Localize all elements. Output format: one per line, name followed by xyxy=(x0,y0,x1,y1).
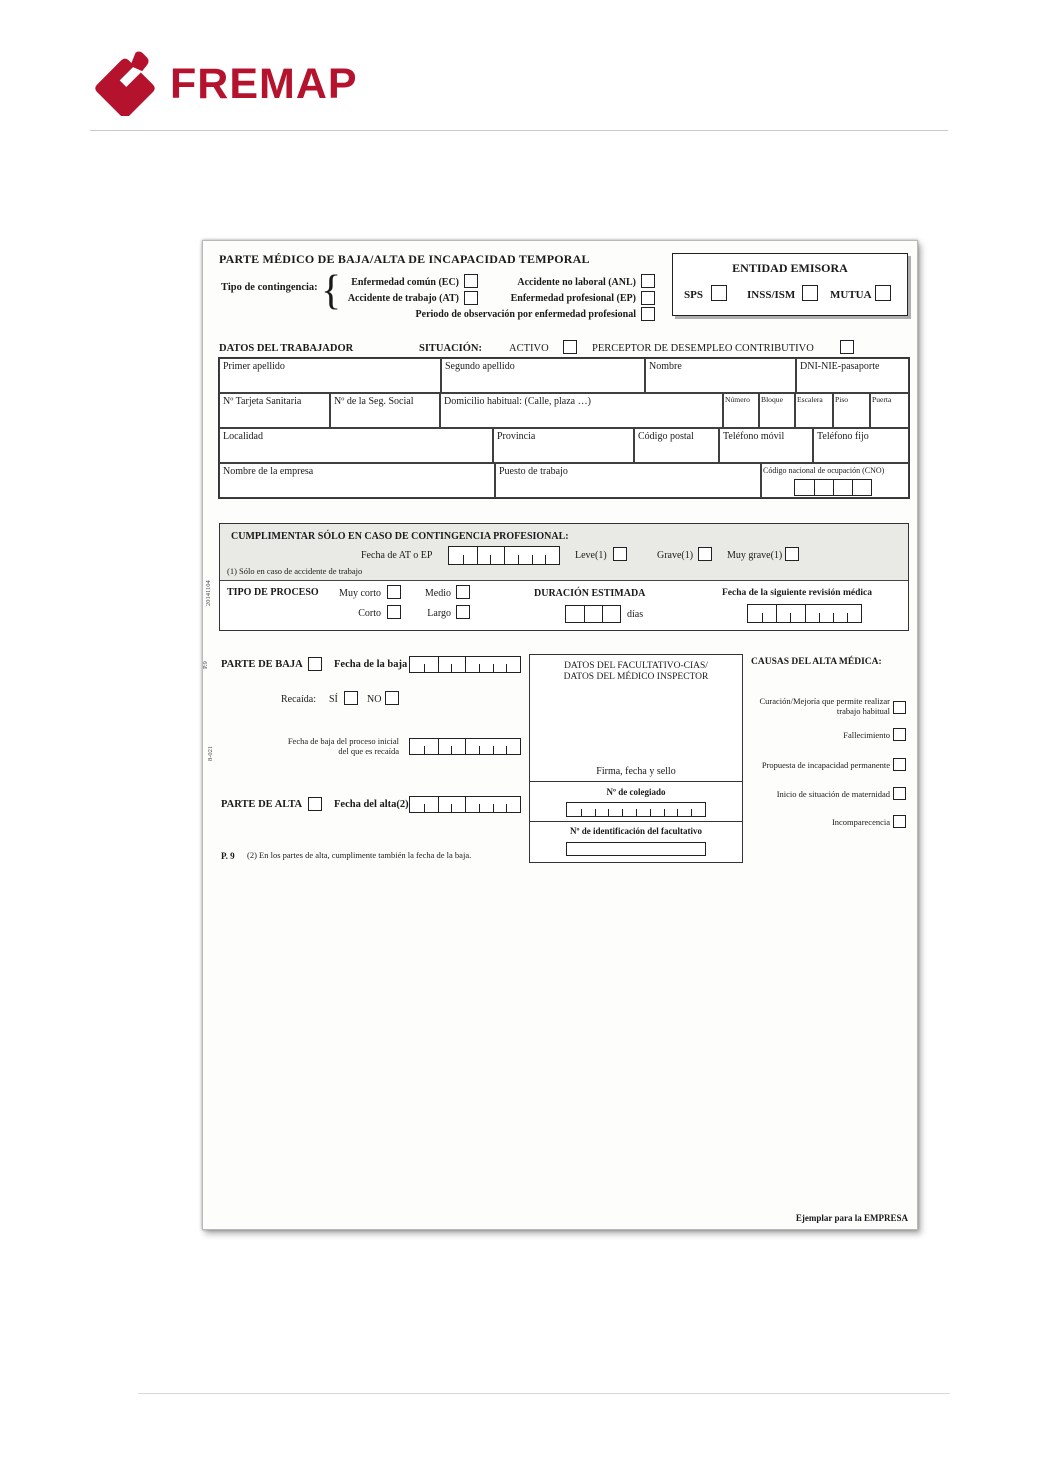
field-bloque[interactable]: Bloque xyxy=(759,393,795,428)
field-nombre[interactable]: Nombre xyxy=(645,358,796,393)
checkbox-ep[interactable] xyxy=(641,291,655,305)
parte-baja-label: PARTE DE BAJA xyxy=(221,659,303,670)
contingency-label: Tipo de contingencia: xyxy=(221,282,318,293)
facultativo-box xyxy=(529,654,743,863)
checkbox-observacion[interactable] xyxy=(641,307,655,321)
muy-corto-label: Muy corto xyxy=(339,588,381,599)
field-localidad[interactable]: Localidad xyxy=(219,428,493,463)
field-piso[interactable]: Piso xyxy=(833,393,870,428)
checkbox-recaida-si[interactable] xyxy=(344,691,358,705)
entidad-mutua-label: MUTUA xyxy=(830,289,872,301)
checkbox-leve[interactable] xyxy=(613,547,627,561)
medio-label: Medio xyxy=(424,588,451,599)
checkbox-recaida-no[interactable] xyxy=(385,691,399,705)
field-codigo-postal[interactable]: Código postal xyxy=(634,428,719,463)
field-dni[interactable]: DNI-NIE-pasaporte xyxy=(796,358,909,393)
entidad-title: ENTIDAD EMISORA xyxy=(732,261,848,275)
prof-title: CUMPLIMENTAR SÓLO EN CASO DE CONTINGENCIA PROFESIONAL: xyxy=(231,531,569,542)
causa-maternidad-label: Inicio de situación de maternidad xyxy=(776,789,890,799)
corto-label: Corto xyxy=(358,608,381,619)
colegiado-label: Nº de colegiado xyxy=(606,787,666,797)
firma-label: Firma, fecha y sello xyxy=(596,766,676,777)
identificacion-input[interactable] xyxy=(566,842,706,856)
checkbox-parte-alta[interactable] xyxy=(308,797,322,811)
fecha-proceso-inicial-input[interactable] xyxy=(409,738,521,755)
option-ep-label: Enfermedad profesional (EP) xyxy=(510,293,636,304)
field-puerta[interactable]: Puerta xyxy=(870,393,909,428)
fecha-at-ep-input[interactable] xyxy=(448,546,560,565)
causa-curacion-label-1: Curación/Mejoría que permite realizar xyxy=(759,696,890,706)
checkbox-medio[interactable] xyxy=(456,585,470,599)
form-title: PARTE MÉDICO DE BAJA/ALTA DE INCAPACIDAD TEMPORAL xyxy=(219,252,590,266)
option-observacion-label: Periodo de observación por enfermedad profesional xyxy=(415,309,636,320)
recaida-label: Recaída: xyxy=(281,694,316,705)
field-telefono-movil[interactable]: Teléfono móvil xyxy=(719,428,813,463)
checkbox-incapacidad[interactable] xyxy=(893,758,906,771)
checkbox-sps[interactable] xyxy=(711,285,727,301)
note-code: P. 9 xyxy=(221,851,235,861)
fecha-baja-label: Fecha de la baja xyxy=(334,659,408,670)
facultativo-divider-1 xyxy=(530,781,742,782)
margin-code-8021: 8-021 xyxy=(207,745,214,761)
grave-label: Grave(1) xyxy=(657,550,694,561)
situacion-label: SITUACIÓN: xyxy=(419,343,483,354)
facultativo-title-2: DATOS DEL MÉDICO INSPECTOR xyxy=(563,672,709,682)
checkbox-fallecimiento[interactable] xyxy=(893,728,906,741)
checkbox-muy-grave[interactable] xyxy=(785,547,799,561)
brace-glyph: { xyxy=(321,268,342,314)
option-ec-label: Enfermedad común (EC) xyxy=(351,277,459,288)
field-provincia[interactable]: Provincia xyxy=(493,428,634,463)
duracion-dias-input[interactable] xyxy=(565,605,621,623)
field-domicilio[interactable]: Domicilio habitual: (Calle, plaza …) xyxy=(440,393,723,428)
entidad-emisora-box xyxy=(672,253,908,316)
prof-footnote: (1) Sólo en caso de accidente de trabajo xyxy=(227,566,363,576)
fecha-alta-input[interactable] xyxy=(409,796,521,813)
causa-incomparecencia-label: Incomparecencia xyxy=(831,817,890,827)
alta-note: (2) En los partes de alta, cumplimente también la fecha de la baja. xyxy=(247,850,472,860)
checkbox-activo[interactable] xyxy=(563,340,577,354)
field-primer-apellido[interactable]: Primer apellido xyxy=(219,358,441,393)
checkbox-maternidad[interactable] xyxy=(893,787,906,800)
field-tarjeta-sanitaria[interactable]: Nº Tarjeta Sanitaria xyxy=(219,393,330,428)
duracion-label: DURACIÓN ESTIMADA xyxy=(534,588,646,599)
entidad-sps-label: SPS xyxy=(684,289,703,301)
checkbox-perceptor[interactable] xyxy=(840,340,854,354)
checkbox-incomparecencia[interactable] xyxy=(893,815,906,828)
checkbox-curacion[interactable] xyxy=(893,701,906,714)
field-numero[interactable]: Número xyxy=(723,393,759,428)
header-rule xyxy=(90,130,948,131)
entidad-inss-label: INSS/ISM xyxy=(747,289,796,301)
recaida-si-label: SÍ xyxy=(329,694,338,705)
fecha-revision-input[interactable] xyxy=(747,604,862,623)
causa-incapacidad-label: Propuesta de incapacidad permanente xyxy=(761,760,890,770)
facultativo-divider-2 xyxy=(530,821,742,822)
causa-fallecimiento-label: Fallecimiento xyxy=(843,730,890,740)
footer-rule xyxy=(138,1393,950,1394)
fecha-alta-label: Fecha del alta(2) xyxy=(334,799,409,810)
brand-name: FREMAP xyxy=(170,59,358,108)
identificacion-label: Nº de identificación del facultativo xyxy=(570,826,702,836)
fremap-logo-icon xyxy=(92,50,158,116)
cno-input[interactable] xyxy=(794,479,872,496)
option-at-label: Accidente de trabajo (AT) xyxy=(347,293,459,304)
proceso-inicial-label-1: Fecha de baja del proceso inicial xyxy=(287,736,399,746)
field-telefono-fijo[interactable]: Teléfono fijo xyxy=(813,428,909,463)
dias-label: días xyxy=(627,609,644,620)
field-empresa[interactable]: Nombre de la empresa xyxy=(219,463,495,498)
proceso-title: TIPO DE PROCESO xyxy=(227,587,319,598)
revision-label: Fecha de la siguiente revisión médica xyxy=(722,588,872,598)
proceso-inicial-label-2: del que es recaída xyxy=(338,746,399,756)
recaida-no-label: NO xyxy=(367,694,382,705)
margin-code-p9: P.9 xyxy=(202,661,209,669)
copy-label: Ejemplar para la EMPRESA xyxy=(795,1213,908,1223)
facultativo-title-1: DATOS DEL FACULTATIVO-CIAS/ xyxy=(564,661,708,671)
perceptor-label: PERCEPTOR DE DESEMPLEO CONTRIBUTIVO xyxy=(592,343,814,354)
activo-label: ACTIVO xyxy=(509,343,549,354)
field-cno[interactable]: Código nacional de ocupación (CNO) xyxy=(761,463,909,498)
fecha-baja-input[interactable] xyxy=(409,656,521,673)
checkbox-inss-ism[interactable] xyxy=(802,285,818,301)
field-seg-social[interactable]: Nº de la Seg. Social xyxy=(330,393,440,428)
fecha-at-ep-label: Fecha de AT o EP xyxy=(361,550,433,561)
checkbox-anl[interactable] xyxy=(641,274,655,288)
checkbox-muy-corto[interactable] xyxy=(387,585,401,599)
field-segundo-apellido[interactable]: Segundo apellido xyxy=(441,358,645,393)
form-document xyxy=(202,240,918,1230)
causas-title: CAUSAS DEL ALTA MÉDICA: xyxy=(751,657,882,667)
field-puesto[interactable]: Puesto de trabajo xyxy=(495,463,761,498)
checkbox-corto[interactable] xyxy=(387,605,401,619)
checkbox-grave[interactable] xyxy=(698,547,712,561)
muy-grave-label: Muy grave(1) xyxy=(727,550,783,561)
checkbox-mutua[interactable] xyxy=(875,285,891,301)
parte-alta-label: PARTE DE ALTA xyxy=(221,799,303,810)
checkbox-parte-baja[interactable] xyxy=(308,657,322,671)
leve-label: Leve(1) xyxy=(575,550,607,561)
colegiado-input[interactable] xyxy=(566,802,706,817)
causa-curacion-label-2: trabajo habitual xyxy=(836,706,890,716)
option-anl-label: Accidente no laboral (ANL) xyxy=(517,277,636,288)
field-escalera[interactable]: Escalera xyxy=(795,393,833,428)
checkbox-largo[interactable] xyxy=(456,605,470,619)
worker-section-title: DATOS DEL TRABAJADOR xyxy=(219,343,354,354)
brand-logo xyxy=(92,50,358,116)
margin-code-print: 20141104 xyxy=(205,580,212,606)
largo-label: Largo xyxy=(427,608,451,619)
